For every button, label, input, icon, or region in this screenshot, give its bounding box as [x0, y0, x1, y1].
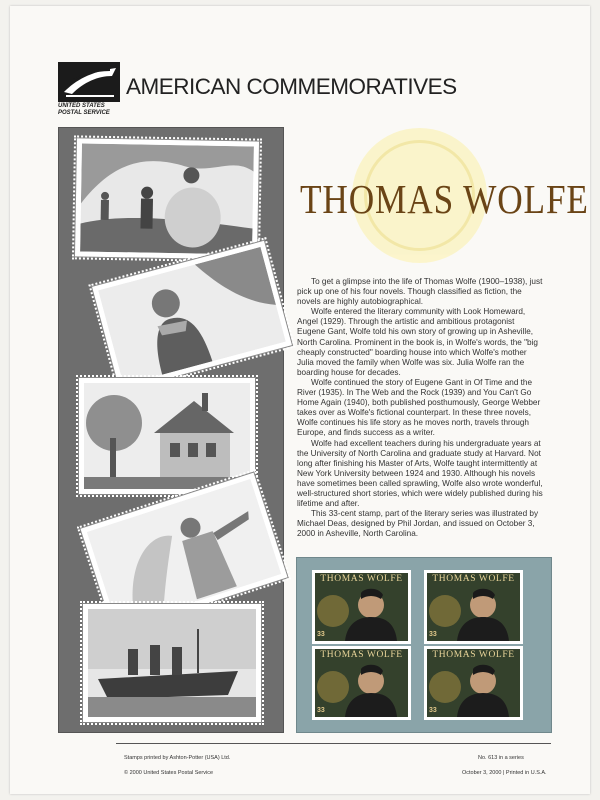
stamp-name: THOMAS WOLFE [432, 650, 515, 660]
stamp-denomination: 33 [317, 707, 325, 714]
stamp-name: THOMAS WOLFE [320, 650, 403, 660]
page-header-title: AMERICAN COMMEMORATIVES [126, 74, 457, 99]
usps-logo-text: UNITED STATES POSTAL SERVICE [58, 103, 110, 116]
vignette-man-portrait [92, 241, 292, 391]
paragraph: Wolfe continued the story of Eugene Gant in Of Time and the River (1935). In The Web and the Rock (1939) and You Can't Go Home Again (1940), both published posthumously, George Webber takes over as Wolfe's fictional counterpart. In these three novels, Wolfe continues his life story as he moves north, travels through Europe, and finds success as a writer. [297, 377, 541, 438]
vignette-panel [58, 127, 284, 733]
stamp-name: THOMAS WOLFE [432, 574, 515, 584]
paragraph: This 33-cent stamp, part of the literary series was illustrated by Michael Deas, designed by Phil Jordan, and issued on October 3, 2000 in Asheville, North Carolina. [297, 509, 539, 539]
usps-eagle-logo [58, 62, 120, 102]
paragraph: Wolfe had excellent teachers during his undergraduate years at the University of North Carolina and graduate study at Harvard. Not long after finishing his Master of Arts, Wolfe taught intermittently at New York University between 1924 and 1930. Although his novels have sometimes been called sprawling, Wolfe also wrote wonderful, well-structured short stories, which were widely published during his lifetime and after. [297, 438, 543, 509]
footer-copyright: © 2000 United States Postal Service [124, 770, 214, 776]
stamp-block-of-four [296, 557, 552, 733]
stamp-subject-title: THOMAS WOLFE [300, 176, 589, 222]
stamp-denomination: 33 [429, 707, 437, 714]
stamp-denomination: 33 [429, 631, 437, 638]
footer-divider [116, 743, 551, 744]
paragraph: Wolfe entered the literary community with Look Homeward, Angel (1929). Through the artistic and ambitious protagonist Eugene Gant, Wolfe told his own story of growing up in Asheville, North Carolina. Prominent in the book is, in Wolfe's words, the "big cheaply constructed" boarding house into which Wolfe's mother Julia moved the family when Wolfe was six. Julia Wolfe ran the boarding house for decades. [297, 307, 538, 377]
stamp [312, 570, 411, 644]
biography-text [297, 277, 543, 539]
stamp [424, 570, 523, 644]
vignette-boarding-house [79, 378, 255, 494]
stamp-name: THOMAS WOLFE [320, 574, 403, 584]
vignette-family-scene [75, 138, 259, 259]
footer-series-number: No. 613 in a series [478, 755, 524, 761]
paragraph: To get a glimpse into the life of Thomas Wolfe (1900–1938), just pick up one of his four novels. Though classified as fiction, the novels are highly autobiographical. [297, 277, 543, 307]
footer-printer: Stamps printed by Ashton-Potter (USA) Ltd. [124, 755, 231, 761]
footer-issue-date: October 3, 2000 | Printed in U.S.A. [462, 770, 547, 776]
stamp-denomination: 33 [317, 631, 325, 638]
vignette-steamship [83, 604, 261, 722]
stamp [424, 646, 523, 720]
stamp [312, 646, 411, 720]
